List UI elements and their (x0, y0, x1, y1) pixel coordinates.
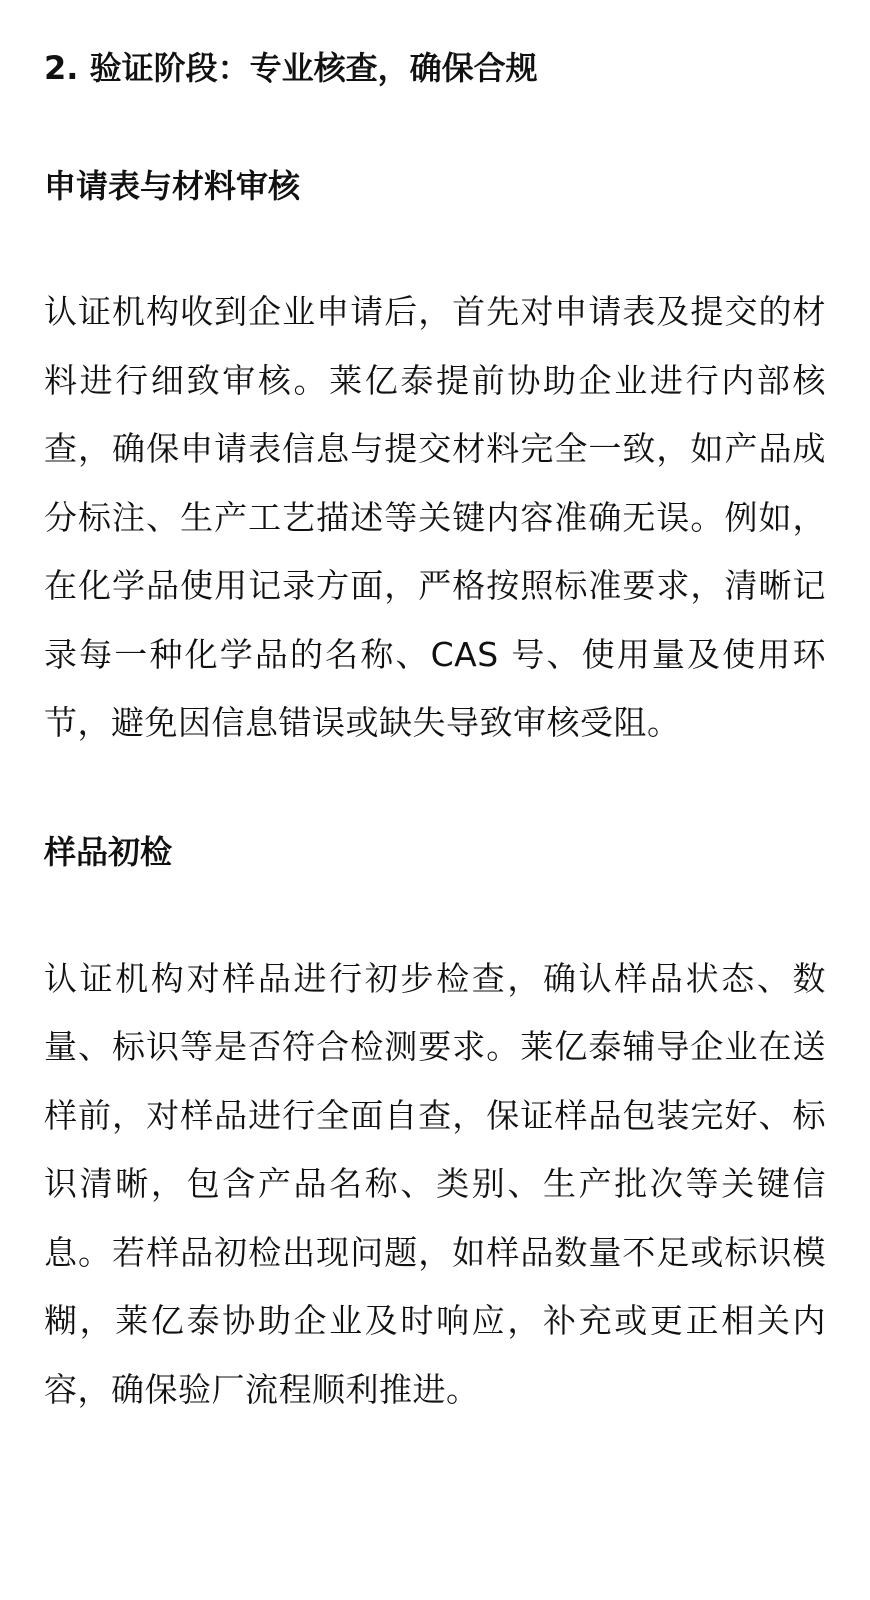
section-body-sample-inspection: 认证机构对样品进行初步检查，确认样品状态、数量、标识等是否符合检测要求。莱亿泰辅导企业在送样前，对样品进行全面自查，保证样品包装完好、标识清晰，包含产品名称、类别、生产批次等关键信息。若样品初检出现问题，如样品数量不足或标识模糊，莱亿泰协助企业及时响应，补充或更正相关内容，确保验厂流程顺利推进。 (44, 958, 826, 1409)
article-heading: 2. 验证阶段：专业核查，确保合规 (44, 49, 538, 87)
section-title-sample-inspection: 样品初检 (44, 832, 173, 871)
section-body-material-review: 认证机构收到企业申请后，首先对申请表及提交的材料进行细致审核。莱亿泰提前协助企业进行内部核查，确保申请表信息与提交材料完全一致，如产品成分标注、生产工艺描述等关键内容准确无误。例如，在化学品使用记录方面，严格按照标准要求，清晰记录每一种化学品的名称、CAS 号、使用量及使用环节，避免因信息错误或缺失导致审核受阻。 (44, 292, 826, 742)
section-title-material-review: 申请表与材料审核 (44, 167, 301, 205)
